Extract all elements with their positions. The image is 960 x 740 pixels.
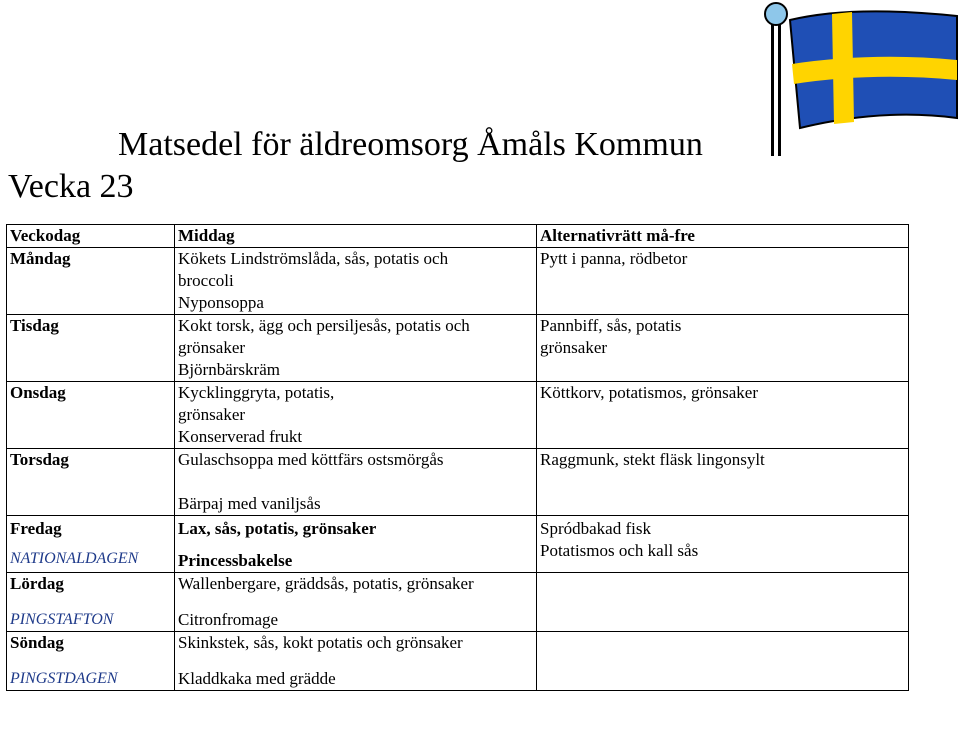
table-row (7, 248, 909, 315)
dinner-line: Kökets Lindströmslåda, sås, potatis och (178, 249, 449, 268)
day-label: Tisdag (10, 316, 59, 335)
table-row (7, 315, 909, 382)
dessert-line: Bärpaj med vaniljsås (178, 494, 321, 513)
dessert-line: Citronfromage (178, 610, 279, 629)
holiday-label: PINGSTDAGEN (10, 670, 118, 687)
swedish-flag-icon (762, 0, 960, 160)
page-title: Matsedel för äldreomsorg Åmåls Kommun (118, 126, 703, 163)
dinner-line: Skinkstek, sås, kokt potatis och grönsaker (178, 633, 463, 652)
dinner-line: broccoli (178, 271, 234, 290)
header-dinner: Middag (175, 225, 537, 248)
alt-line: Potatismos och kall sås (540, 541, 699, 560)
dessert-line: Princessbakelse (178, 551, 293, 570)
dinner-line: Lax, sås, potatis, grönsaker (178, 519, 377, 538)
dinner-line: Gulaschsoppa med köttfärs ostsmörgås (178, 450, 444, 469)
spacer (178, 471, 536, 493)
holiday-label: NATIONALDAGEN (10, 550, 139, 567)
alt-line: grönsaker (540, 338, 608, 357)
dessert-line: Kladdkaka med grädde (178, 669, 336, 688)
day-label: Söndag (10, 633, 64, 652)
dinner-line: Kokt torsk, ägg och persiljesås, potatis och (178, 316, 470, 335)
alt-line: Raggmunk, stekt fläsk lingonsylt (540, 450, 765, 469)
dinner-line: Wallenbergare, gräddsås, potatis, grönsaker (178, 574, 474, 593)
alt-line: Pannbiff, sås, potatis (540, 316, 682, 335)
header-alternative: Alternativrätt må-fre (537, 225, 909, 248)
table-row (7, 382, 909, 449)
day-label: Onsdag (10, 383, 66, 402)
day-label: Fredag (10, 519, 62, 538)
day-label: Måndag (10, 249, 71, 268)
day-label: Torsdag (10, 450, 69, 469)
table-row (7, 573, 909, 632)
alt-line: Spródbakad fisk (540, 519, 651, 538)
menu-table (6, 224, 909, 691)
dinner-line: grönsaker (178, 338, 246, 357)
dinner-line: grönsaker (178, 405, 246, 424)
alt-line: Köttkorv, potatismos, grönsaker (540, 383, 758, 402)
day-label: Lördag (10, 574, 64, 593)
dessert-line: Nyponsoppa (178, 293, 264, 312)
alt-line: Pytt i panna, rödbetor (540, 249, 688, 268)
table-row (7, 516, 909, 573)
table-row (7, 449, 909, 516)
dessert-line: Björnbärskräm (178, 360, 280, 379)
dessert-line: Konserverad frukt (178, 427, 303, 446)
header-weekday: Veckodag (7, 225, 175, 248)
table-row (7, 632, 909, 691)
week-label: Vecka 23 (8, 168, 134, 205)
header-row (7, 225, 909, 248)
holiday-label: PINGSTAFTON (10, 611, 114, 628)
dinner-line: Kycklinggryta, potatis, (178, 383, 335, 402)
